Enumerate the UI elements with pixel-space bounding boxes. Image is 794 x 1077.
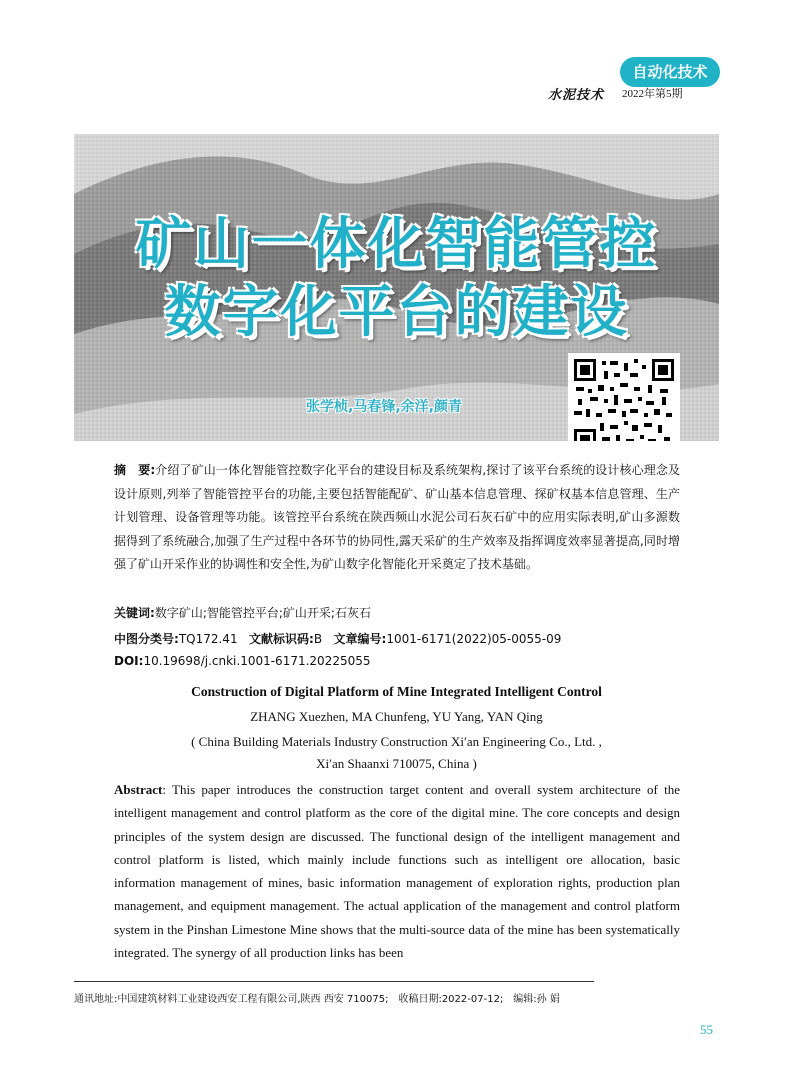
footer-note: 通讯地址:中国建筑材料工业建设西安工程有限公司,陕西 西安 710075; 收稿日期:2022-07-12; 编辑:孙 娟 [74,994,560,1005]
chinese-abstract [114,459,680,577]
issue-info: 2022年第5期 [622,88,683,100]
english-abstract [114,778,680,964]
abstract-label-cn: 摘 要: [114,463,156,477]
footer-divider [74,981,594,982]
keywords-label: 关键词: [114,606,155,620]
page-number: 55 [700,1022,713,1037]
classification-line [114,630,561,647]
article-authors-cn: 张学桢,马春锋,余洋,颜青 [306,399,462,415]
hero-banner [74,134,719,441]
english-authors: ZHANG Xuezhen, MA Chunfeng, YU Yang, YAN Qing [250,709,543,724]
article-title-line-1: 矿山一体化智能管控 [135,212,658,277]
classification-label: 中图分类号: [114,632,179,646]
doi-line [114,654,371,668]
journal-name: 水泥技术 [548,88,605,103]
article-no-value: 1001-6171(2022)05-0055-09 [386,632,562,646]
section-badge: 自动化技术 [620,57,720,87]
english-title: Construction of Digital Platform of Mine Integrated Intelligent Control [191,684,602,699]
doc-code-label: 文献标识码: [249,632,314,646]
article-no-label: 文章编号: [333,632,387,646]
abstract-label-en: Abstract [114,782,163,797]
doi-value: 10.19698/j.cnki.1001-6171.20225055 [143,654,371,668]
classification-value: TQ172.41 [178,632,238,646]
doi-label: DOI: [114,654,144,668]
keywords-line [114,604,371,621]
abstract-text-en: : This paper introduces the construction target content and overall system architecture of the intelligent management and control platform as the core of the digital mine. The core concepts and design principles of the system design are discussed. The functional design of the intelligent management and control platform is listed, which mainly include functions such as intelligent ore allocation, basic information management of mines, basic information management of exploration rights, production plan management, and equipment management. The actual application of the management and control platform system in the Pinshan Limestone Mine shows that the multi-source data of the mine has been systematically integrated. The synergy of all production links has been [114,782,680,961]
english-affiliation-line-1: ( China Building Materials Industry Construction Xi′an Engineering Co., Ltd. , [191,734,602,749]
qr-code-icon [568,353,680,441]
abstract-text-cn: 介绍了矿山一体化智能管控数字化平台的建设目标及系统架构,探讨了该平台系统的设计核心理念及设计原则,列举了智能管控平台的功能,主要包括智能配矿、矿山基本信息管理、探矿权基本信息管理、生产计划管理、设备管理等功能。该管控平台系统在陕西频山水泥公司石灰石矿中的应用实际表明,矿山多源数据得到了系统融合,加强了生产过程中各环节的协同性,露天采矿的生产效率及指挥调度效率显著提高,同时增强了矿山开采作业的协调性和安全性,为矿山数字化智能化开采奠定了技术基础。 [114,463,680,571]
doc-code-value: B [313,632,323,646]
keywords-text: 数字矿山;智能管控平台;矿山开采;石灰石 [154,606,371,620]
english-affiliation-line-2: Xi′an Shaanxi 710075, China ) [316,756,477,771]
article-title-line-2: 数字化平台的建设 [164,280,629,345]
